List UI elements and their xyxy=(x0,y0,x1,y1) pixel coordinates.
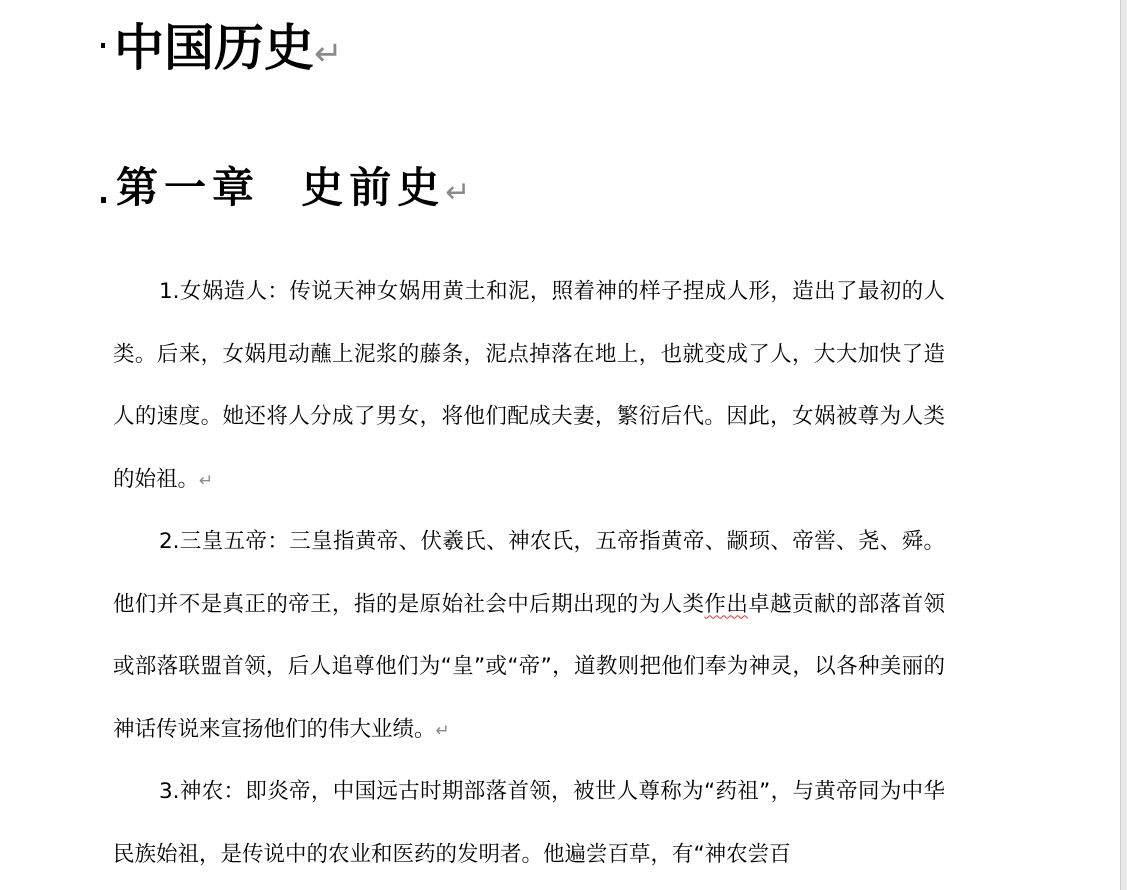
document-title[interactable] xyxy=(114,17,343,85)
heading-bullet-marker xyxy=(101,197,106,203)
body-paragraph-3[interactable] xyxy=(113,761,945,886)
paragraph-text: 2.三皇五帝：三皇指黄帝、伏羲氏、神农氏，五帝指黄帝、颛顼、帝喾、尧、舜。他们并不是真正的帝王，指的是原始社会中后期出现的为人类 xyxy=(113,529,945,617)
paragraph-text: 卓越贡献的部落首领或部落联盟首领，后人追尊他们为“皇”或“帝”，道教则把他们奉为神灵，以各种美丽的神话传说来宣扬他们的伟大业绩。 xyxy=(113,591,945,742)
paragraph-text: 1.女娲造人：传说天神女娲用黄土和泥，照着神的样子捏成人形，造出了最初的人类。后来，女娲甩动蘸上泥浆的藤条，泥点掉落在地上，也就变成了人，大大加快了造人的速度。她还将人分成了男女，将他们配成夫妻，繁衍后代。因此，女娲被尊为人类的始祖。 xyxy=(113,279,945,492)
title-text: 中国历史 xyxy=(114,19,314,77)
paragraph-mark-icon: ↵ xyxy=(435,720,450,741)
paragraph-mark-icon: ↵ xyxy=(314,34,343,74)
paragraph-mark-icon: ↵ xyxy=(199,470,214,491)
body-paragraph-2[interactable] xyxy=(113,511,945,762)
spelling-flag[interactable]: 作出 xyxy=(704,591,749,617)
heading-bullet-marker xyxy=(101,43,105,48)
paragraph-text: 3.神农：即炎帝，中国远古时期部落首领，被世人尊称为“药祖”，与黄帝同为中华民族始祖，是传说中的农业和医药的发明者。他遍尝百草，有“神农尝百 xyxy=(113,779,945,867)
chapter-heading-text: 第一章 史前史 xyxy=(116,163,446,212)
chapter-heading[interactable] xyxy=(116,160,470,221)
paragraph-mark-icon: ↵ xyxy=(445,175,471,210)
body-paragraph-1[interactable] xyxy=(113,261,945,512)
window-edge xyxy=(1120,0,1127,890)
